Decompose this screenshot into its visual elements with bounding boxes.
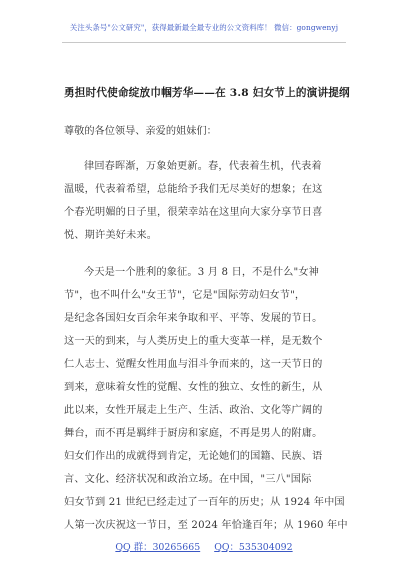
paragraph-line: 律回春晖渐，万象始更新。春，代表着生机，代表着 — [84, 161, 322, 172]
paragraph-line: 这一天的到来，与人类历史上的重大变革一样，是无数个 — [64, 336, 323, 347]
paragraph-line: 温暖，代表着希望，总能给予我们无尽美好的想象；在这 — [64, 184, 323, 195]
paragraph-line: 悦、期许美好未来。 — [64, 230, 158, 241]
salutation: 尊敬的各位领导、亲爱的姐妹们： — [64, 126, 217, 137]
document-title: 勇担时代使命绽放巾帼芳华——在 3.8 妇女节上的演讲提纲 — [64, 87, 350, 99]
paragraph-line: 人第一次庆祝这一节日，至 2024 年恰逢百年；从 1960 年中 — [64, 520, 348, 531]
paragraph-line: 节"，也不叫什么"女王节"，它是"国际劳动妇女节"， — [64, 290, 306, 301]
paragraph-line: 妇女们作出的成就得到肯定，无论她们的国籍、民族、语 — [64, 451, 323, 462]
paragraph-line: 是纪念各国妇女百余年来争取和平、平等、发展的节日。 — [64, 313, 323, 324]
qq-group-link[interactable]: QQ 群：30265665 — [115, 542, 201, 553]
paragraph-line: 此以来，女性开展走上生产、生活、政治、文化等广阔的 — [64, 405, 323, 416]
paragraph-line: 舞台，而不再是羁绊于厨房和家庭，不再是男人的附庸。 — [64, 428, 323, 439]
paragraph-line: 到来，意味着女性的觉醒、女性的独立、女性的新生，从 — [64, 382, 323, 393]
footer — [0, 539, 408, 553]
header-divider — [62, 42, 346, 43]
paragraph-line: 今天是一个胜利的象征。3 月 8 日，不是什么"女神 — [84, 267, 320, 278]
paragraph-line: 个春光明媚的日子里，很荣幸站在这里向大家分享节日喜 — [64, 207, 323, 218]
paragraph-line: 仁人志士、觉醒女性用血与泪斗争而来的，这一天节日的 — [64, 359, 323, 370]
qq-link[interactable]: QQ：535304092 — [214, 542, 293, 553]
paragraph-line: 言、文化、经济状况和政治立场。在中国，"三八"国际 — [64, 474, 312, 485]
header-banner: 关注头条号"公文研究"，获得最新最全最专业的公文资料库！ 微信：gongwenyj — [69, 23, 339, 32]
paragraph-line: 妇女节到 21 世纪已经走过了一百年的历史；从 1924 年中国 — [64, 497, 345, 508]
